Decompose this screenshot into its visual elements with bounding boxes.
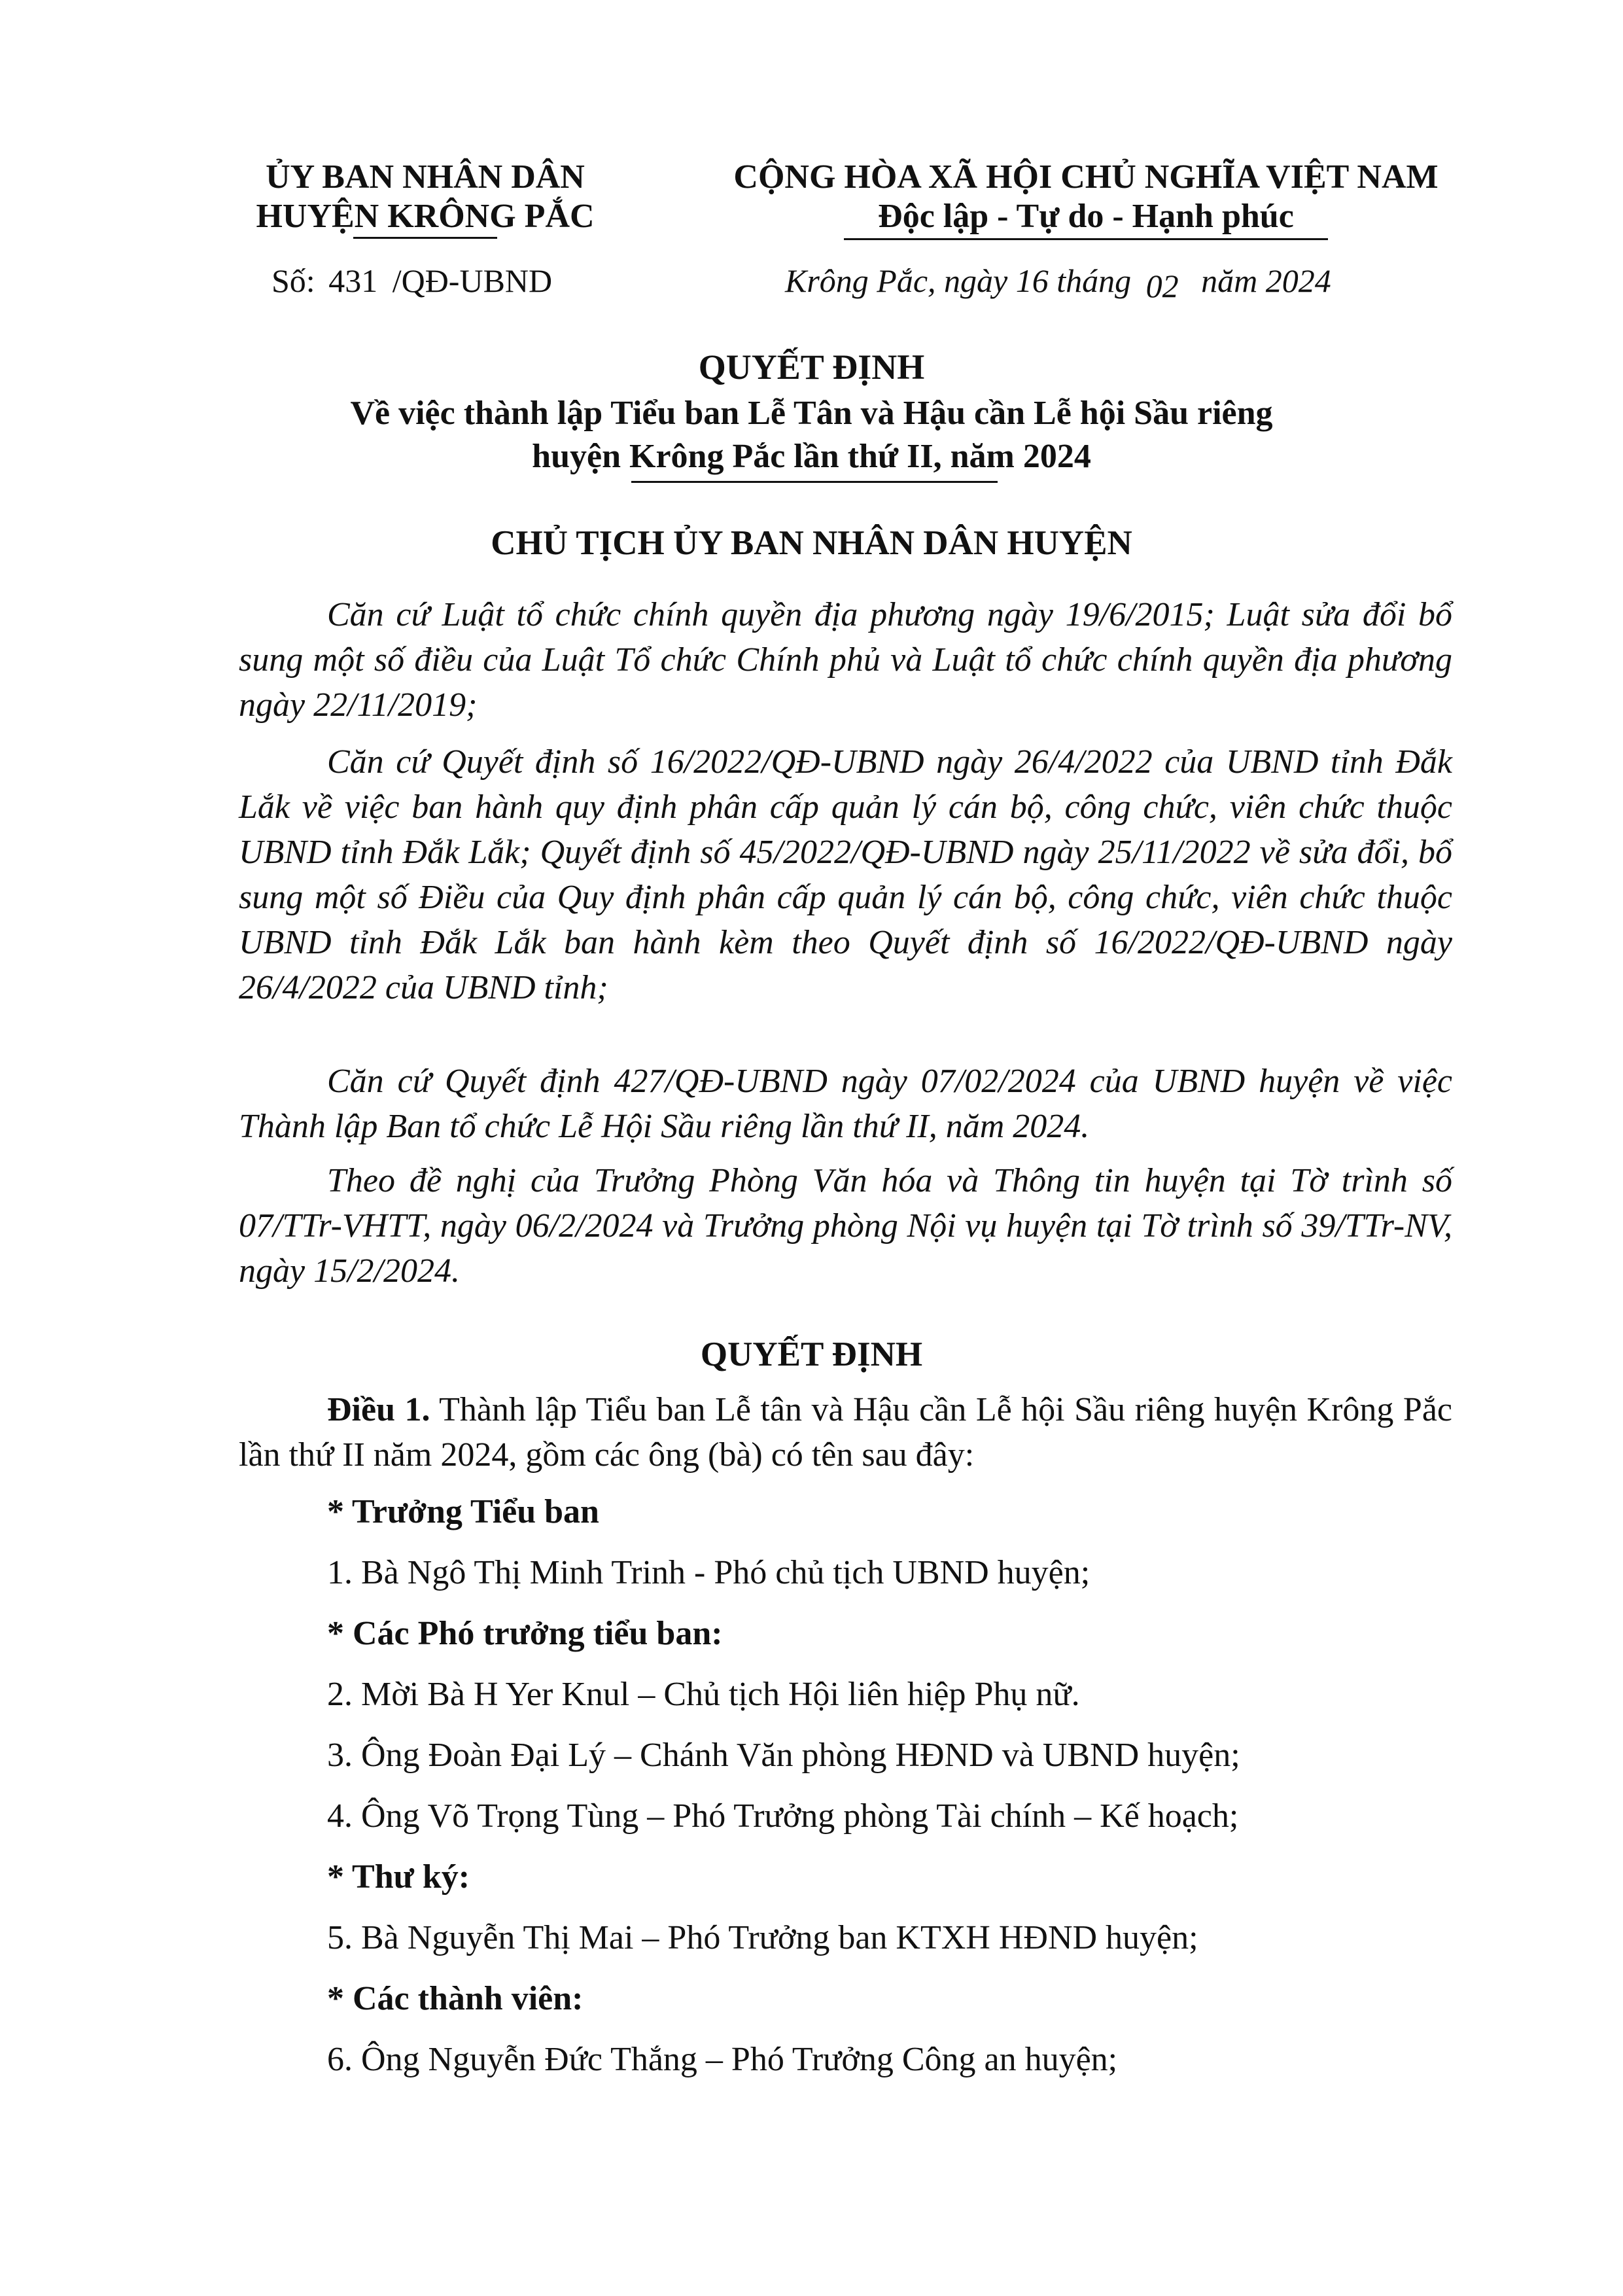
doc-number-suffix: /QĐ-UBND — [392, 262, 553, 299]
document-title: QUYẾT ĐỊNH — [698, 347, 925, 387]
motto-underline — [844, 238, 1328, 240]
article-1-text: Thành lập Tiểu ban Lễ tân và Hậu cần Lễ hội Sầu riêng huyện Krông Pắc lần thứ II năm 2024, gồm các ông (bà) có tên sau đây: — [239, 1391, 1453, 1474]
authority-heading: CHỦ TỊCH ỦY BAN NHÂN DÂN HUYỆN — [491, 524, 1132, 562]
doc-number-line — [271, 262, 552, 300]
doc-number-prefix: Số: — [271, 262, 315, 299]
preamble-paragraph-1: Căn cứ Luật tổ chức chính quyền địa phương ngày 19/6/2015; Luật sửa đổi bổ sung một số điều của Luật Tổ chức Chính phủ và Luật tổ chức chính quyền địa phương ngày 22/11/2019; — [239, 596, 1452, 724]
date-month: 02 — [1145, 268, 1179, 304]
article-1 — [239, 1387, 1452, 1477]
preamble-paragraph-3: Căn cứ Quyết định 427/QĐ-UBND ngày 07/02/2024 của UBND huyện về việc Thành lập Ban tổ chức Lễ Hội Sầu riêng lần thứ II, năm 2024. — [239, 1063, 1452, 1145]
preamble-paragraph-4: Theo đề nghị của Trưởng Phòng Văn hóa và Thông tin huyện tại Tờ trình số 07/TTr-VHTT, ngày 06/2/2024 và Trưởng phòng Nội vụ huyện tại Tờ trình số 39/TTr-NV, ngày 15/2/2024. — [239, 1162, 1452, 1290]
date-prefix: Krông Pắc, ngày 16 tháng — [785, 262, 1132, 299]
national-motto: Độc lập - Tự do - Hạnh phúc — [878, 198, 1294, 235]
head-label: * Trưởng Tiểu ban — [327, 1493, 599, 1530]
document-subject-line1: Về việc thành lập Tiểu ban Lễ Tân và Hậu cần Lễ hội Sầu riêng — [350, 395, 1273, 432]
members-label: * Các thành viên: — [327, 1980, 584, 2017]
issuer-underline — [353, 237, 497, 239]
issuer-line1: ỦY BAN NHÂN DÂN — [266, 158, 585, 196]
member-5: 5. Bà Nguyễn Thị Mai – Phó Trưởng ban KTXH HĐND huyện; — [327, 1919, 1198, 1956]
document-subject-line2: huyện Krông Pắc lần thứ II, năm 2024 — [532, 438, 1091, 475]
member-6: 6. Ông Nguyễn Đức Thắng – Phó Trưởng Công an huyện; — [327, 2041, 1118, 2078]
decision-heading: QUYẾT ĐỊNH — [700, 1335, 923, 1373]
date-suffix: năm 2024 — [1201, 262, 1331, 299]
member-1: 1. Bà Ngô Thị Minh Trinh - Phó chủ tịch UBND huyện; — [327, 1554, 1091, 1591]
preamble-paragraph-2: Căn cứ Quyết định số 16/2022/QĐ-UBND ngày 26/4/2022 của UBND tỉnh Đắk Lắk về việc ban hành quy định phân cấp quản lý cán bộ, công chức, viên chức thuộc UBND tỉnh Đắk Lắk; Quyết định số 45/2022/QĐ-UBND ngày 25/11/2022 về sửa đổi, bổ sung một số Điều của Quy định phân cấp quản lý cán bộ, công chức, viên chức thuộc UBND tỉnh Đắk Lắk ban hành kèm theo Quyết định số 16/2022/QĐ-UBND ngày 26/4/2022 của UBND tỉnh; — [239, 743, 1452, 1006]
member-3: 3. Ông Đoàn Đại Lý – Chánh Văn phòng HĐND và UBND huyện; — [327, 1737, 1240, 1774]
subject-underline — [631, 481, 998, 483]
national-title: CỘNG HÒA XÃ HỘI CHỦ NGHĨA VIỆT NAM — [733, 158, 1439, 196]
date-line — [785, 262, 1331, 304]
article-1-label: Điều 1. — [327, 1391, 430, 1428]
doc-number: 431 — [328, 262, 378, 299]
secretary-label: * Thư ký: — [327, 1858, 470, 1896]
deputies-label: * Các Phó trưởng tiểu ban: — [327, 1615, 723, 1652]
member-4: 4. Ông Võ Trọng Tùng – Phó Trưởng phòng Tài chính – Kế hoạch; — [327, 1797, 1239, 1835]
member-2: 2. Mời Bà H Yer Knul – Chủ tịch Hội liên hiệp Phụ nữ. — [327, 1676, 1080, 1713]
issuer-line2: HUYỆN KRÔNG PẮC — [256, 198, 595, 235]
